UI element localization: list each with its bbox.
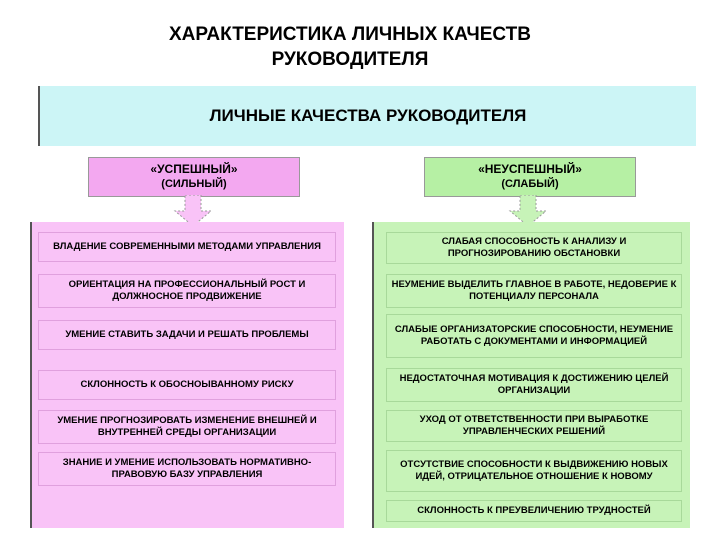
success-column — [30, 222, 344, 528]
success-item: ВЛАДЕНИЕ СОВРЕМЕННЫМИ МЕТОДАМИ УПРАВЛЕНИЯ — [38, 232, 336, 262]
success-item: ОРИЕНТАЦИЯ НА ПРОФЕССИОНАЛЬНЫЙ РОСТ И ДОЛЖНОСНОЕ ПРОДВИЖЕНИЕ — [38, 274, 336, 308]
slide-title — [100, 22, 600, 72]
fail-column — [372, 222, 690, 528]
fail-item: СКЛОННОСТЬ К ПРЕУВЕЛИЧЕНИЮ ТРУДНОСТЕЙ — [386, 500, 682, 522]
category-success-title: «УСПЕШНЫЙ» — [150, 162, 238, 176]
header-band — [38, 86, 696, 146]
fail-item: СЛАБЫЕ ОРГАНИЗАТОРСКИЕ СПОСОБНОСТИ, НЕУМЕНИЕ РАБОТАТЬ С ДОКУМЕНТАМИ И ИНФОРМАЦИЕЙ — [386, 314, 682, 358]
fail-item: СЛАБАЯ СПОСОБНОСТЬ К АНАЛИЗУ И ПРОГНОЗИРОВАНИЮ ОБСТАНОВКИ — [386, 232, 682, 264]
success-item: ЗНАНИЕ И УМЕНИЕ ИСПОЛЬЗОВАТЬ НОРМАТИВНО-ПРАВОВУЮ БАЗУ УПРАВЛЕНИЯ — [38, 452, 336, 486]
success-item: СКЛОННОСТЬ К ОБОСНОЫВАННОМУ РИСКУ — [38, 370, 336, 400]
category-fail-title: «НЕУСПЕШНЫЙ» — [478, 162, 582, 176]
header-label: ЛИЧНЫЕ КАЧЕСТВА РУКОВОДИТЕЛЯ — [209, 106, 527, 125]
success-item: УМЕНИЕ СТАВИТЬ ЗАДАЧИ И РЕШАТЬ ПРОБЛЕМЫ — [38, 320, 336, 350]
category-fail — [424, 157, 636, 197]
fail-item: ОТСУТСТВИЕ СПОСОБНОСТИ К ВЫДВИЖЕНИЮ НОВЫХ ИДЕЙ, ОТРИЦАТЕЛЬНОЕ ОТНОШЕНИЕ К НОВОМУ — [386, 450, 682, 492]
category-fail-subtitle: (СЛАБЫЙ) — [501, 178, 559, 190]
title-line-1: ХАРАКТЕРИСТИКА ЛИЧНЫХ КАЧЕСТВ — [169, 24, 531, 45]
fail-item: НЕДОСТАТОЧНАЯ МОТИВАЦИЯ К ДОСТИЖЕНИЮ ЦЕЛЕЙ ОРГАНИЗАЦИИ — [386, 368, 682, 402]
category-success — [88, 157, 300, 197]
success-item: УМЕНИЕ ПРОГНОЗИРОВАТЬ ИЗМЕНЕНИЕ ВНЕШНЕЙ И ВНУТРЕННЕЙ СРЕДЫ ОРГАНИЗАЦИИ — [38, 410, 336, 444]
title-line-2: РУКОВОДИТЕЛЯ — [271, 49, 429, 70]
fail-item: НЕУМЕНИЕ ВЫДЕЛИТЬ ГЛАВНОЕ В РАБОТЕ, НЕДОВЕРИЕ К ПОТЕНЦИАЛУ ПЕРСОНАЛА — [386, 274, 682, 308]
fail-item: УХОД ОТ ОТВЕТСТВЕННОСТИ ПРИ ВЫРАБОТКЕ УПРАВЛЕНЧЕСКИХ РЕШЕНИЙ — [386, 410, 682, 442]
category-success-subtitle: (СИЛЬНЫЙ) — [161, 178, 227, 190]
